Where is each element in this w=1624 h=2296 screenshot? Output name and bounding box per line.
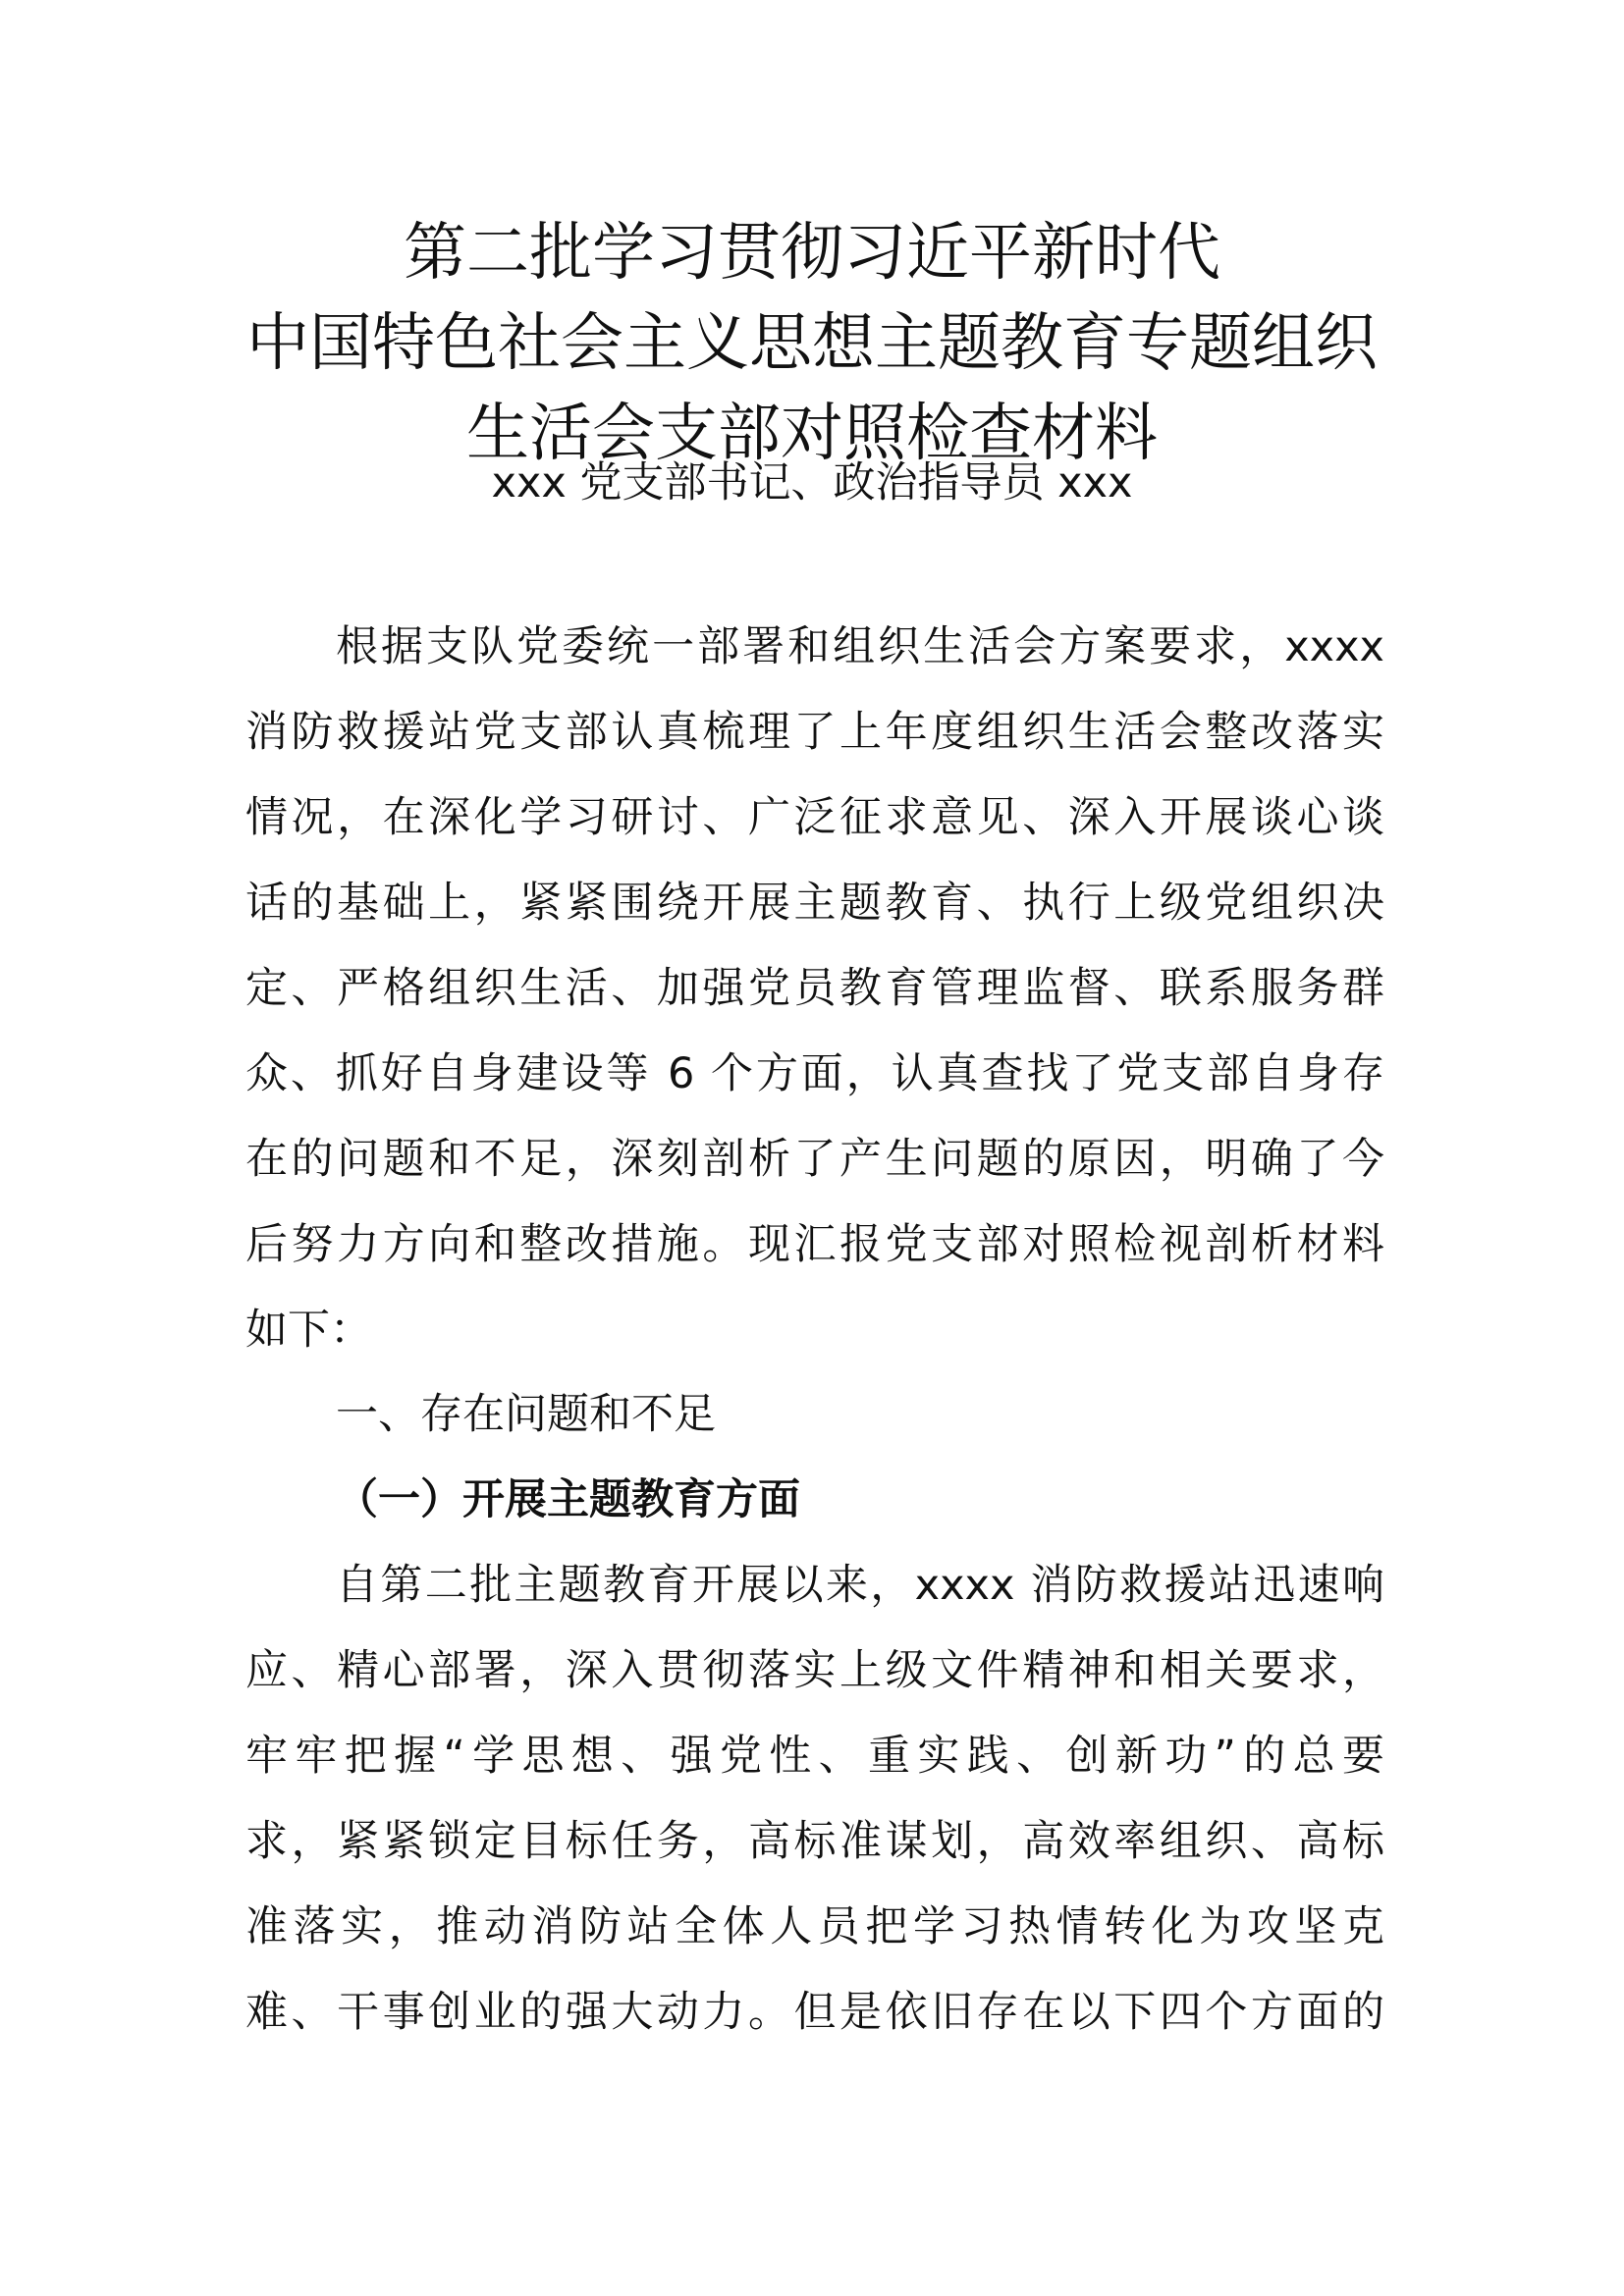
paragraph-intro [245, 605, 1384, 1373]
paragraph-line: 在的问题和不足，深刻剖析了产生问题的原因，明确了今 [245, 1135, 1384, 1184]
paragraph-line: 后努力方向和整改措施。现汇报党支部对照检视剖析材料 [245, 1220, 1384, 1269]
paragraph-line: 消防救援站党支部认真梳理了上年度组织生活会整改落实 [245, 708, 1384, 757]
document-title [0, 208, 1624, 479]
paragraph-line: 众、抓好自身建设等 6 个方面，认真查找了党支部自身存 [245, 1049, 1384, 1098]
title-line-3: 生活会支部对照检查材料 [466, 398, 1158, 470]
title-line-1: 第二批学习贯彻习近平新时代 [404, 217, 1220, 290]
paragraph-line: 应、精心部署，深入贯彻落实上级文件精神和相关要求， [245, 1646, 1384, 1695]
paragraph-line: 如下： [245, 1306, 372, 1355]
document-subtitle: xxx 党支部书记、政治指导员 xxx [491, 458, 1133, 507]
paragraph-line: 根据支队党委统一部署和组织生活会方案要求，xxxx [336, 622, 1384, 671]
section-heading: 一、存在问题和不足 [336, 1390, 716, 1439]
paragraph-line: 求，紧紧锁定目标任务，高标准谋划，高效率组织、高标 [245, 1817, 1384, 1866]
title-line-2: 中国特色社会主义思想主题教育专题组织 [246, 307, 1378, 380]
paragraph-line: 难、干事创业的强大动力。但是依旧存在以下四个方面的 [245, 1988, 1384, 2037]
paragraph-line: 牢牢把握“学思想、强党性、重实践、创新功”的总要 [245, 1732, 1384, 1781]
paragraph-theme-education [245, 1543, 1384, 2056]
paragraph-line: 准落实，推动消防站全体人员把学习热情转化为攻坚克 [245, 1902, 1384, 1951]
subsection-heading: （一）开展主题教育方面 [336, 1475, 800, 1524]
paragraph-line: 话的基础上，紧紧围绕开展主题教育、执行上级党组织决 [245, 879, 1384, 928]
paragraph-line: 自第二批主题教育开展以来，xxxx 消防救援站迅速响 [336, 1561, 1384, 1610]
paragraph-line: 定、严格组织生活、加强党员教育管理监督、联系服务群 [245, 964, 1384, 1013]
paragraph-line: 情况，在深化学习研讨、广泛征求意见、深入开展谈心谈 [245, 793, 1384, 842]
